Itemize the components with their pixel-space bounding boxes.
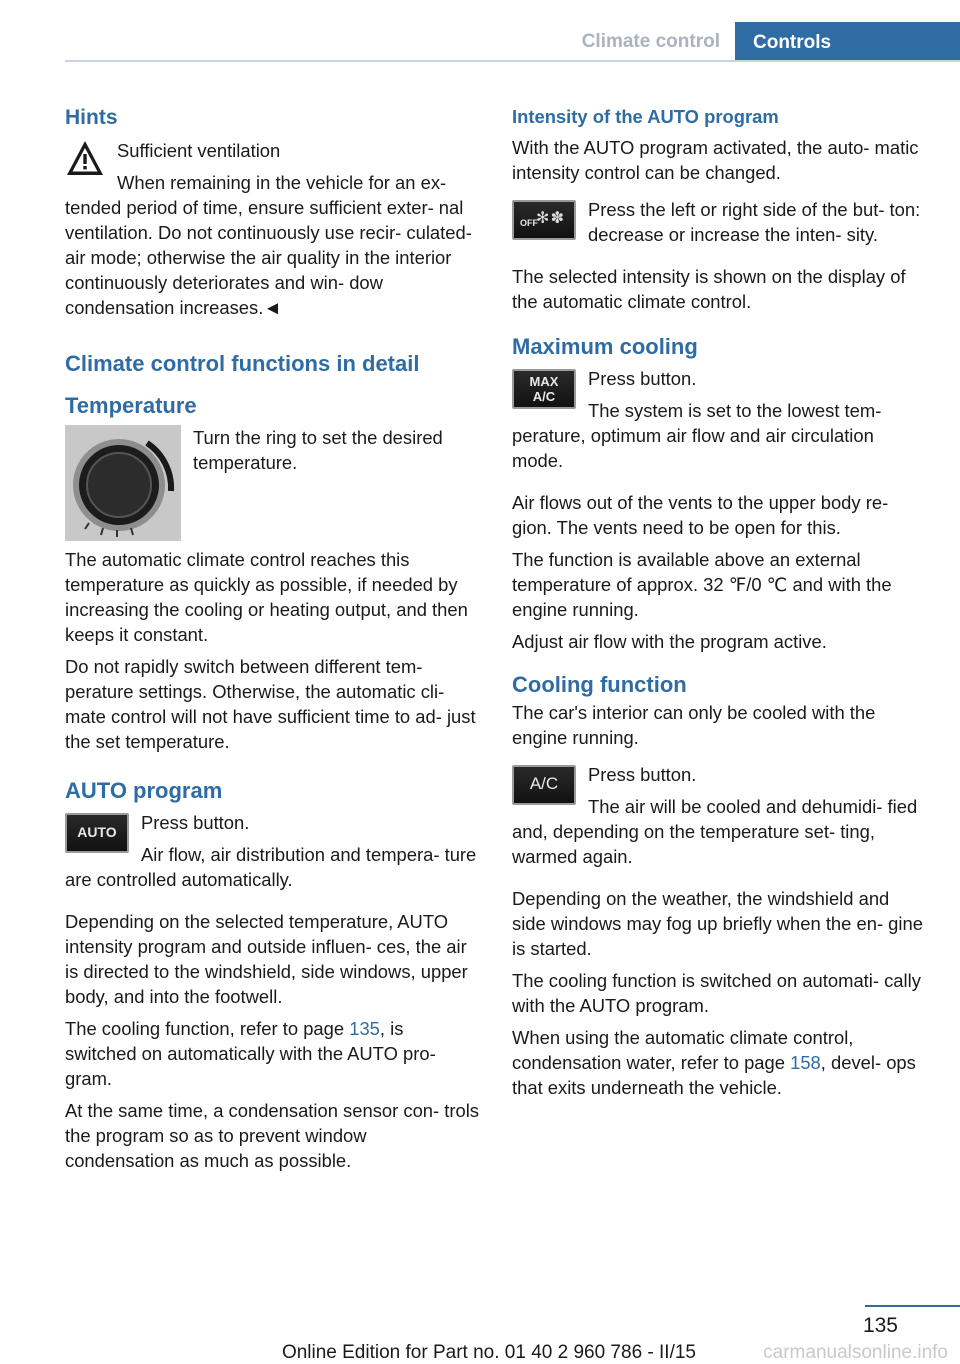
max-cooling-intro: Press button. xyxy=(588,368,697,389)
max-cooling-block xyxy=(512,366,927,480)
warning-title: Sufficient ventilation xyxy=(117,140,281,161)
max-ac-button-label xyxy=(514,374,574,404)
temperature-paragraph-2: Do not rapidly switch between different tem- perature settings. Otherwise, the automatic cli- mate control will not have sufficient time to ad- just the set temperature. xyxy=(65,656,476,752)
right-column xyxy=(512,104,927,1107)
auto-program-text: Air flow, air distribution and tempera- ture are controlled automatically. xyxy=(65,844,477,890)
edition-text: Online Edition for Part no. 01 40 2 960 786 - II/15 xyxy=(281,1342,696,1363)
intensity-text: Press the left or right side of the but- ton: decrease or increase the inten- sity. xyxy=(588,199,921,245)
cooling-paragraph-2: Depending on the weather, the windshield and side windows may fog up briefly when the en- gine is started. xyxy=(512,888,923,959)
page-header xyxy=(0,0,960,62)
auto-program-intro: Press button. xyxy=(141,812,250,833)
max-ac-label-line-1: MAX xyxy=(529,374,559,389)
cooling-text: The air will be cooled and dehumidi- fied and, depending on the temperature set- ting, warmed again. xyxy=(512,796,918,867)
auto-button-icon xyxy=(65,813,129,853)
auto-paragraph-3: At the same time, a condensation sensor con- trols the program so as to prevent window condensation as much as possible. xyxy=(65,1100,479,1171)
temperature-ring-icon xyxy=(65,425,181,541)
ac-button-label: A/C xyxy=(529,774,559,793)
intensity-paragraph-1: With the AUTO program activated, the auto- matic intensity control can be changed. xyxy=(512,137,919,183)
cooling-function-heading: Cooling function xyxy=(512,672,687,697)
header-chapter-label: Controls xyxy=(753,32,832,53)
intensity-button-label: OFF xyxy=(520,218,538,228)
header-rule xyxy=(65,60,960,62)
fan-small-icon: ✻ xyxy=(536,210,550,227)
intensity-heading: Intensity of the AUTO program xyxy=(512,106,779,127)
page-ref-link-158[interactable]: 158 xyxy=(790,1052,821,1073)
ac-button-icon xyxy=(512,765,576,805)
cooling-paragraph-4-text-end: , devel- ops that exits underneath the vehicle. xyxy=(512,1052,916,1098)
auto-program-block xyxy=(65,810,480,899)
auto-paragraph-2 xyxy=(65,1016,480,1091)
auto-button-label: AUTO xyxy=(77,824,117,840)
temperature-paragraph-1: The automatic climate control reaches this temperature as quickly as possible, if needed by increasing the cooling or heating output, and then keeps it constant. xyxy=(65,549,468,645)
hints-heading: Hints xyxy=(65,106,118,129)
intensity-button-icon xyxy=(512,200,576,240)
max-cooling-paragraph-1: Air flows out of the vents to the upper body re- gion. The vents need to be open for this. xyxy=(512,492,889,538)
cooling-paragraph-4 xyxy=(512,1025,927,1100)
intensity-block xyxy=(512,197,927,254)
left-column xyxy=(65,104,480,1180)
max-cooling-paragraph-2: The function is available above an external temperature of approx. 32 ℉/0 ℃ and with the engine running. xyxy=(512,549,892,620)
header-section-title: Climate control xyxy=(581,31,720,52)
max-ac-button-icon xyxy=(512,369,576,409)
cooling-paragraph-3: The cooling function is switched on automati- cally with the AUTO program. xyxy=(512,970,921,1016)
fan-large-icon: ✽ xyxy=(550,210,564,227)
warning-text: When remaining in the vehicle for an ex- tended period of time, ensure sufficient exter- nal ventilation. Do not continuously use recir- culated-air mode; otherwise the air quality in the interior continuously deteriorates and win- dow condensation increases.◄ xyxy=(65,172,472,318)
auto-paragraph-2-text: The cooling function, refer to page xyxy=(65,1018,350,1039)
intensity-paragraph-2: The selected intensity is shown on the display of the automatic climate control. xyxy=(512,266,906,312)
auto-paragraph-2-text-end: , is switched on automatically with the AUTO pro- gram. xyxy=(65,1018,436,1089)
cooling-paragraph-1: The car's interior can only be cooled with the engine running. xyxy=(512,702,876,748)
max-ac-label-line-2: A/C xyxy=(532,389,556,404)
page-footer xyxy=(0,1300,960,1362)
header-chapter-tab xyxy=(735,22,960,62)
watermark-text: carmanualsonline.info xyxy=(763,1342,948,1363)
functions-heading: Climate control functions in detail xyxy=(65,351,420,376)
temperature-block xyxy=(65,425,480,545)
max-cooling-paragraph-3: Adjust air flow with the program active. xyxy=(512,631,827,652)
max-cooling-heading: Maximum cooling xyxy=(512,334,698,359)
cooling-block xyxy=(512,762,927,876)
auto-paragraph-1: Depending on the selected temperature, AUTO intensity program and outside influen- ces, the air is directed to the windshield, side windows, upper body, and into the footwell. xyxy=(65,911,468,1007)
footer-rule xyxy=(865,1305,960,1307)
max-cooling-text: The system is set to the lowest tem- perature, optimum air flow and air circulation mode. xyxy=(512,400,882,471)
auto-program-heading: AUTO program xyxy=(65,778,223,803)
temperature-heading: Temperature xyxy=(65,393,197,418)
page-number: 135 xyxy=(862,1314,898,1337)
page-ref-link-135[interactable]: 135 xyxy=(349,1018,380,1039)
warning-block xyxy=(65,138,480,327)
cooling-paragraph-4-text: When using the automatic climate control, condensation water, refer to page xyxy=(512,1027,854,1073)
cooling-intro: Press button. xyxy=(588,764,697,785)
warning-triangle-icon xyxy=(65,138,105,178)
temperature-intro: Turn the ring to set the desired temperature. xyxy=(193,427,443,473)
